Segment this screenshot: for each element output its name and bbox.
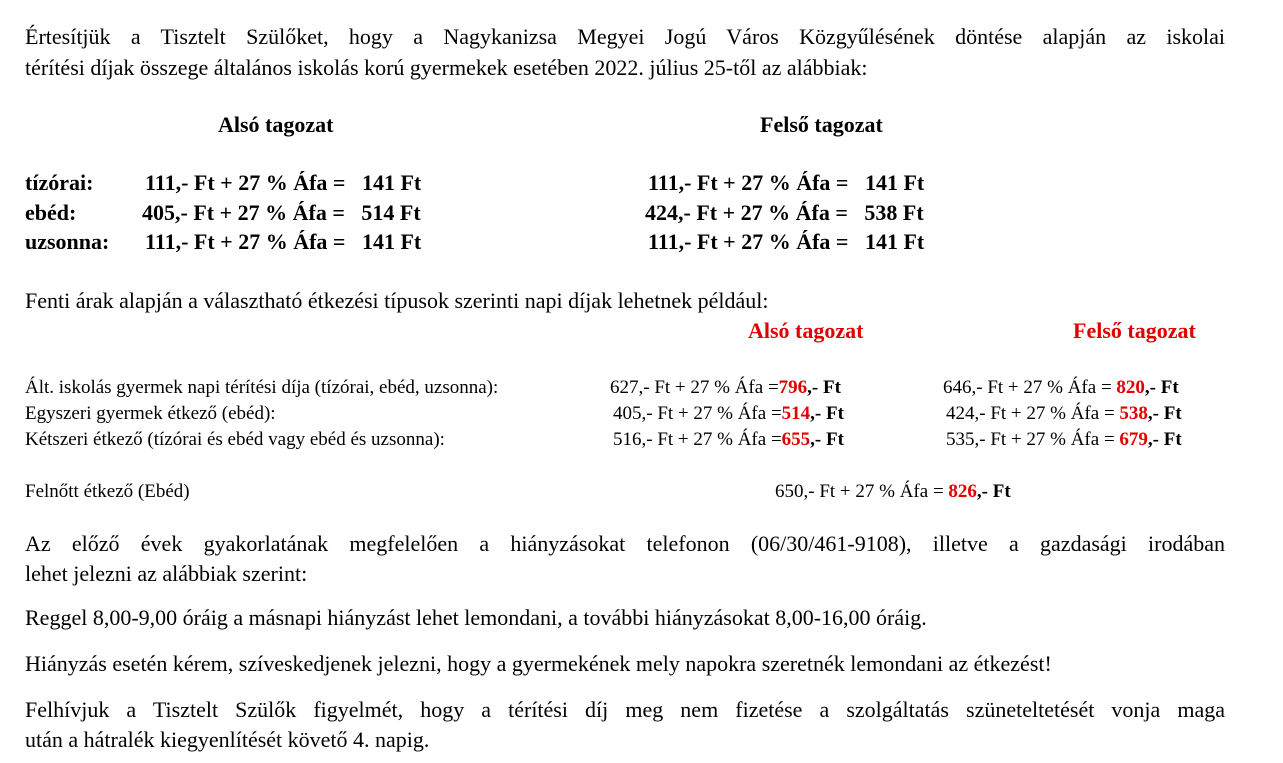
daily-heading-lower-grade: Alsó tagozat: [748, 318, 864, 343]
meal-label-afternoon-snack: uzsonna:: [25, 229, 110, 254]
meal-label-snack: tízórai:: [25, 170, 94, 195]
heading-lower-grade: Alsó tagozat: [218, 112, 334, 137]
price-upper-afternoon-snack: 111,- Ft + 27 % Áfa = 141 Ft: [648, 229, 925, 254]
intro-line-2: térítési díjak összege általános iskolás korú gyermekek esetében 2022. július 25-től az alábbiak:: [25, 55, 868, 80]
absence-paragraph-line-2: lehet jelezni az alábbiak szerint:: [25, 561, 308, 586]
meal-label-lunch: ebéd:: [25, 200, 77, 225]
intro-line-1: Értesítjük a Tisztelt Szülőket, hogy a Nagykanizsa Megyei Jogú Város Közgyűlésének döntése alapján az iskolai: [25, 24, 1225, 49]
daily-row-upper-price: 535,- Ft + 27 % Áfa = 679,- Ft: [946, 429, 1182, 450]
daily-row-lower-price: 516,- Ft + 27 % Áfa =655,- Ft: [613, 429, 844, 450]
daily-row-lower-price: 627,- Ft + 27 % Áfa =796,- Ft: [610, 377, 841, 398]
price-lower-afternoon-snack: 111,- Ft + 27 % Áfa = 141 Ft: [145, 229, 422, 254]
heading-upper-grade: Felső tagozat: [760, 112, 883, 137]
adult-price: 650,- Ft + 27 % Áfa = 826,- Ft: [775, 481, 1011, 502]
payment-notice-line-2: után a hátralék kiegyenlítését követő 4. napig.: [25, 727, 430, 752]
price-lower-snack: 111,- Ft + 27 % Áfa = 141 Ft: [145, 170, 422, 195]
daily-fees-intro: Fenti árak alapján a választható étkezési típusok szerinti napi díjak lehetnek például:: [25, 288, 769, 313]
daily-row-label: Kétszeri étkező (tízórai és ebéd vagy ebéd és uzsonna):: [25, 429, 445, 450]
daily-heading-upper-grade: Felső tagozat: [1073, 318, 1196, 343]
price-upper-lunch: 424,- Ft + 27 % Áfa = 538 Ft: [645, 200, 924, 225]
absence-paragraph-line-1: Az előző évek gyakorlatának megfelelően a hiányzásokat telefonon (06/30/461-9108), illetve a gazdasági irodában: [25, 531, 1225, 556]
cancellation-hours-paragraph: Reggel 8,00-9,00 óráig a másnapi hiányzást lehet lemondani, a további hiányzásokat 8,00-16,00 óráig.: [25, 605, 927, 630]
payment-notice-line-1: Felhívjuk a Tisztelt Szülők figyelmét, hogy a térítési díj meg nem fizetése a szolgáltatás szüneteltetését vonja maga: [25, 697, 1225, 722]
price-upper-snack: 111,- Ft + 27 % Áfa = 141 Ft: [648, 170, 925, 195]
daily-row-label: Egyszeri gyermek étkező (ebéd):: [25, 403, 276, 424]
price-lower-lunch: 405,- Ft + 27 % Áfa = 514 Ft: [142, 200, 421, 225]
daily-row-label: Ált. iskolás gyermek napi térítési díja (tízórai, ebéd, uzsonna):: [25, 377, 499, 398]
daily-row-lower-price: 405,- Ft + 27 % Áfa =514,- Ft: [613, 403, 844, 424]
daily-row-upper-price: 646,- Ft + 27 % Áfa = 820,- Ft: [943, 377, 1179, 398]
absence-notice-paragraph: Hiányzás esetén kérem, szíveskedjenek jelezni, hogy a gyermekének mely napokra szeretnék lemondani az étkezést!: [25, 651, 1052, 676]
adult-label: Felnőtt étkező (Ebéd): [25, 481, 190, 502]
daily-row-upper-price: 424,- Ft + 27 % Áfa = 538,- Ft: [946, 403, 1182, 424]
